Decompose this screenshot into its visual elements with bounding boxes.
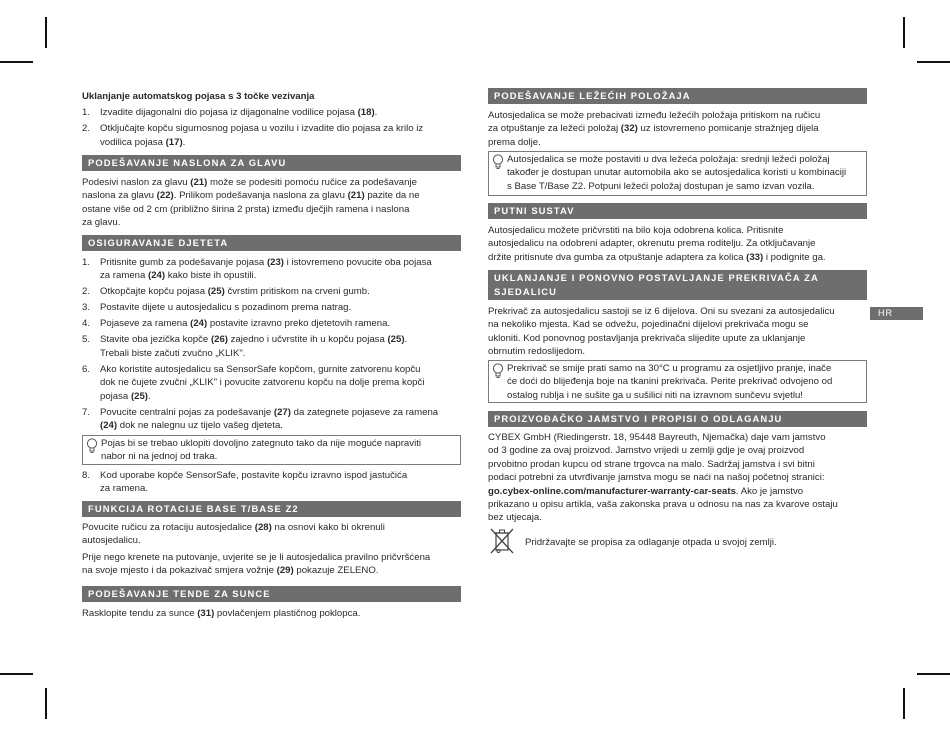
crop-mark: [45, 688, 47, 719]
text-line: go.cybex-online.com/manufacturer-warranty-car-seats. Ako je jamstvo: [488, 485, 804, 497]
text-line: također je dostupan unutar automobila ako se autosjedalica koristi u kombinaciji: [507, 167, 847, 179]
list-item-text: Otkopčajte kopču pojasa (25) čvrstim pritiskom na crveni gumb.: [100, 286, 370, 298]
crop-mark: [45, 17, 47, 48]
text-line: obrnutim redoslijedom.: [488, 346, 586, 358]
crop-mark: [917, 61, 950, 63]
cover-heading-line-1: UKLANJANJE I PONOVNO POSTAVLJANJE PREKRIVAČA ZA: [494, 272, 819, 283]
warranty-heading: PROIZVOĐAČKO JAMSTVO I PROPISI O ODLAGANJU: [488, 411, 867, 427]
text-line: Pojas bi se trebao uklopiti dovoljno zategnuto tako da nije moguće napraviti: [101, 438, 421, 449]
securing-heading: OSIGURAVANJE DJETETA: [82, 235, 461, 251]
text-line: Prekrivač se smije prati samo na 30°C u programu za osjetljivo pranje, inače: [507, 363, 832, 374]
text-line: ukloniti. Kod ponovnog postavljanja prekrivača slijedite upute za uklanjanje: [488, 332, 806, 344]
text-line: prema dolje.: [488, 136, 541, 148]
text-line: Autosjedalica se može prebacivati između ležećih položaja pritiskom na ručicu: [488, 110, 821, 121]
list-number: 8.: [82, 470, 91, 481]
list-item-text: Kod uporabe kopče SensorSafe, postavite kopču izravno ispod jastučića: [100, 470, 408, 481]
text-line: držite pritisnute dva gumba za otpuštanje adaptera za kolica (33) i podignite ga.: [488, 251, 826, 263]
lightbulb-icon: [492, 154, 504, 170]
text-line: za glavu.: [82, 217, 121, 229]
list-item-text: Stavite oba jezička kopče (26) zajedno i učvrstite ih u kopču pojasa (25).: [100, 334, 408, 346]
crop-mark: [0, 673, 33, 675]
text-line: Prije nego krenete na putovanje, uvjerite se je li autosjedalica pravilno pričvršćena: [82, 552, 431, 563]
text-line: prikazano u opisu artikla, vaša zakonska prava u odnosu na nas za kvarove ostaju: [488, 499, 838, 510]
text-line: ostalog rublja i ne sušite ga u sušilici niti na izravnom sunčevu svjetlu!: [507, 389, 803, 401]
list-item-text: za ramena (24) kako biste ih opustili.: [100, 270, 257, 282]
crossed-bin-icon: [489, 527, 515, 555]
text-line: Autosjedalicu možete pričvrstiti na bilo koja odobrena kolica. Pritisnite: [488, 225, 784, 236]
text-line: Povucite ručicu za rotaciju autosjedalice (28) na osnovi kako bi okrenuli: [82, 522, 385, 533]
recline-heading: PODEŠAVANJE LEŽEĆIH POLOŽAJA: [488, 88, 867, 104]
list-number: 3.: [82, 302, 91, 314]
text-line: na nekoliko mjesta. Kad se odvežu, pojedinačni dijelovi prekrivača mogu se: [488, 319, 809, 331]
text-line: od 3 godine za ovaj proizvod. Jamstvo vrijedi u zemlji gdje je ovaj proizvod: [488, 445, 805, 457]
list-number: 5.: [82, 334, 91, 346]
text-line: za otpuštanje za ležeći položaj (32) uz istovremeno pomicanje stražnjeg dijela: [488, 123, 819, 135]
text-line: ostane više od 2 cm (približno širina 2 prsta) između dječjih ramena i naslona: [82, 203, 410, 215]
text-line: s Base T/Base Z2. Potpuni ležeći položaj dostupan je samo izvan vozila.: [507, 180, 815, 192]
list-item-text: Pritisnite gumb za podešavanje pojasa (23) i istovremeno povucite oba pojasa: [100, 257, 432, 268]
crop-mark: [903, 17, 905, 48]
text-line: Rasklopite tendu za sunce (31) povlačenjem plastičnog poklopca.: [82, 608, 361, 619]
list-number: 4.: [82, 318, 91, 330]
list-item-text: Pojaseve za ramena (24) postavite izravno preko djetetovih ramena.: [100, 318, 391, 330]
list-item-text: dok ne čujete zvučni „KLIK" i povucite zatvorenu kopču na dolje prema kopči: [100, 377, 425, 389]
text-line: autosjedalicu na odobreni adapter, okrenutu prema roditelju. Za otključavanje: [488, 238, 816, 250]
list-item-text: pojasa (25).: [100, 390, 151, 402]
text-line: naslona za glavu (22). Prilikom podešavanja naslona za glavu (21) pazite da ne: [82, 190, 420, 202]
headrest-heading: PODEŠAVANJE NASLONA ZA GLAVU: [82, 155, 461, 171]
list-number: 6.: [82, 363, 91, 375]
list-item-text: Povucite centralni pojas za podešavanje (27) da zategnete pojaseve za ramena: [100, 406, 439, 418]
text-line: će doći do blijeđenja boje na tkanini prekrivača. Perite prekrivač odvojeno od: [507, 376, 833, 388]
list-item-text: Trebali biste začuti zvučno „KLIK".: [100, 347, 246, 359]
disposal-text: Pridržavajte se propisa za odlaganje otpada u svojoj zemlji.: [525, 537, 777, 548]
list-number: 2.: [82, 123, 91, 135]
list-number: 7.: [82, 406, 91, 418]
list-number: 1.: [82, 107, 91, 118]
text-line: bez utjecaja.: [488, 512, 542, 524]
text-line: nabor ni na jednoj od traka.: [101, 451, 218, 463]
text-line: prvobitno prodan kupcu od strane trgovca na malo. Sadržaj jamstva i svi bitni: [488, 458, 815, 470]
text-line: Podesivi naslon za glavu (21) može se podesiti pomoću ručice za podešavanje: [82, 177, 417, 188]
list-item-text: (24) dok ne nalegnu uz tijelo vašeg djeteta.: [100, 420, 283, 431]
list-number: 2.: [82, 286, 91, 298]
text-line: Autosjedalica se može postaviti u dva ležeća položaja: srednji ležeći položaj: [507, 154, 830, 165]
canopy-heading: PODEŠAVANJE TENDE ZA SUNCE: [82, 586, 461, 602]
list-item-text: Otključajte kopču sigurnosnog pojasa u vozilu i izvadite dio pojasa za krilo iz: [100, 123, 424, 135]
text-line: autosjedalicu.: [82, 535, 141, 547]
lightbulb-icon: [86, 438, 98, 454]
list-item-text: Postavite dijete u autosjedalicu s pozadinom prema natrag.: [100, 302, 352, 314]
removal-title: Uklanjanje automatskog pojasa s 3 točke vezivanja: [82, 91, 315, 102]
text-line: na svoje mjesto i da pokazivač smjera vožnje (29) pokazuje ZELENO.: [82, 565, 379, 577]
cover-heading: [488, 270, 867, 300]
list-item-text: Ako koristite autosjedalicu sa SensorSafe kopčom, gurnite zatvorenu kopču: [100, 363, 421, 375]
text-line: CYBEX GmbH (Riedingerstr. 18, 95448 Bayreuth, Njemačka) daje vam jamstvo: [488, 432, 826, 443]
list-item-text: za ramena.: [100, 483, 148, 495]
crop-mark: [917, 673, 950, 675]
language-tab: HR: [870, 307, 923, 320]
text-line: podaci potrebni za utvrđivanje jamstva mogu se naći na našoj početnoj stranici:: [488, 472, 825, 484]
list-item-text: vodilica pojasa (17).: [100, 136, 186, 148]
rotation-heading: FUNKCIJA ROTACIJE BASE T/BASE Z2: [82, 501, 461, 517]
list-number: 1.: [82, 257, 91, 268]
crop-mark: [0, 61, 33, 63]
cover-heading-line-2: SJEDALICU: [494, 286, 558, 297]
text-line: Prekrivač za autosjedalicu sastoji se iz 6 dijelova. Oni su svezani za autosjedalicu: [488, 306, 835, 317]
list-item-text: Izvadite dijagonalni dio pojasa iz dijagonalne vodilice pojasa (18).: [100, 107, 378, 118]
crop-mark: [903, 688, 905, 719]
lightbulb-icon: [492, 363, 504, 379]
travel-heading: PUTNI SUSTAV: [488, 203, 867, 219]
